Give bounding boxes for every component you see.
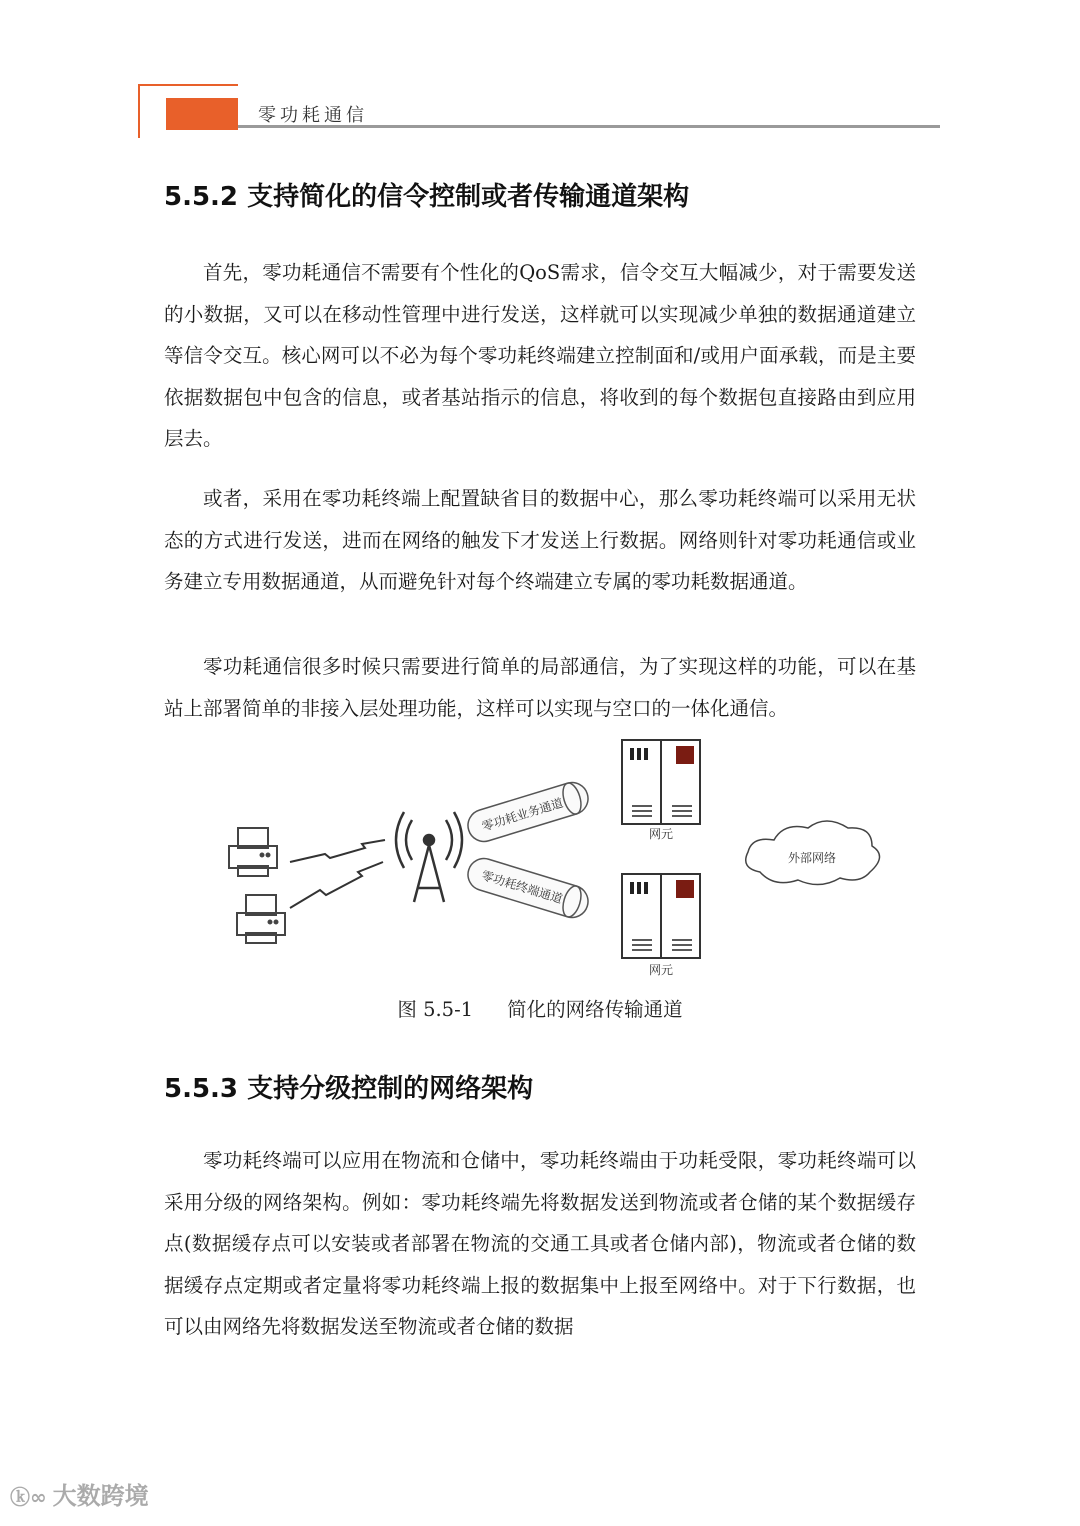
section-heading-553: 5.5.3 支持分级控制的网络架构 [164, 1074, 534, 1104]
paragraph-553-1: 零功耗终端可以应用在物流和仓储中，零功耗终端由于功耗受限，零功耗终端可以采用分级的网络架构。例如：零功耗终端先将数据发送到物流或者仓储的某个数据缓存点(数据缓存点可以安装或者部署在物流的交通工具或者仓储内部)，物流或者仓储的数据缓存点定期或者定量将零功耗终端上报的数据集中上报至网络中。对于下行数据，也可以由网络先将数据发送至物流或者仓储的数据 [164, 1149, 916, 1338]
running-title: 零功耗通信 [258, 105, 368, 126]
paragraph-552-2: 或者，采用在零功耗终端上配置缺省目的数据中心，那么零功耗终端可以采用无状态的方式进行发送，进而在网络的触发下才发送上行数据。网络则针对零功耗通信或业务建立专用数据通道，从而避免针对每个终端建立专属的零功耗数据通道。 [164, 487, 916, 593]
tube-label-lower: 零功耗终端通道 [479, 868, 565, 907]
tube-label-upper: 零功耗业务通道 [480, 795, 565, 834]
watermark [10, 1476, 149, 1511]
figure-number: 图 5.5-1 [397, 998, 474, 1021]
service-channel-tube [464, 779, 592, 846]
terminal-channel-tube [464, 855, 592, 922]
watermark-text: 大数跨境 [52, 1482, 149, 1510]
printer-icon [229, 828, 277, 876]
watermark-logo-icon: ⓚ∞ [10, 1485, 47, 1509]
paragraph-552-3: 零功耗通信很多时候只需要进行简单的局部通信，为了实现这样的功能，可以在基站上部署简单的非接入层处理功能，这样可以实现与空口的一体化通信。 [164, 655, 916, 720]
base-station-icon [396, 812, 462, 902]
paragraph-552-1: 首先，零功耗通信不需要有个性化的QoS需求，信令交互大幅减少，对于需要发送的小数据，又可以在移动性管理中进行发送，这样就可以实现减少单独的数据通道建立等信令交互。核心网可以不必为每个零功耗终端建立控制面和/或用户面承载，而是主要依据数据包中包含的信息，或者基站指示的信息，将收到的每个数据包直接路由到应用层去。 [164, 261, 916, 450]
cloud-label: 外部网络 [787, 851, 837, 865]
figure-title: 简化的网络传输通道 [507, 998, 683, 1021]
ne-label-lower: 网元 [648, 963, 674, 977]
wireless-link-icon [290, 862, 383, 908]
cloud-icon [746, 821, 880, 885]
network-element-icon [622, 740, 700, 841]
section-heading-552: 5.5.2 支持简化的信令控制或者传输通道架构 [164, 182, 690, 212]
figure-caption [0, 994, 1080, 1022]
printer-icon [237, 895, 285, 943]
network-element-icon [622, 874, 700, 977]
ne-label-upper: 网元 [648, 827, 674, 841]
wireless-link-icon [290, 840, 385, 862]
